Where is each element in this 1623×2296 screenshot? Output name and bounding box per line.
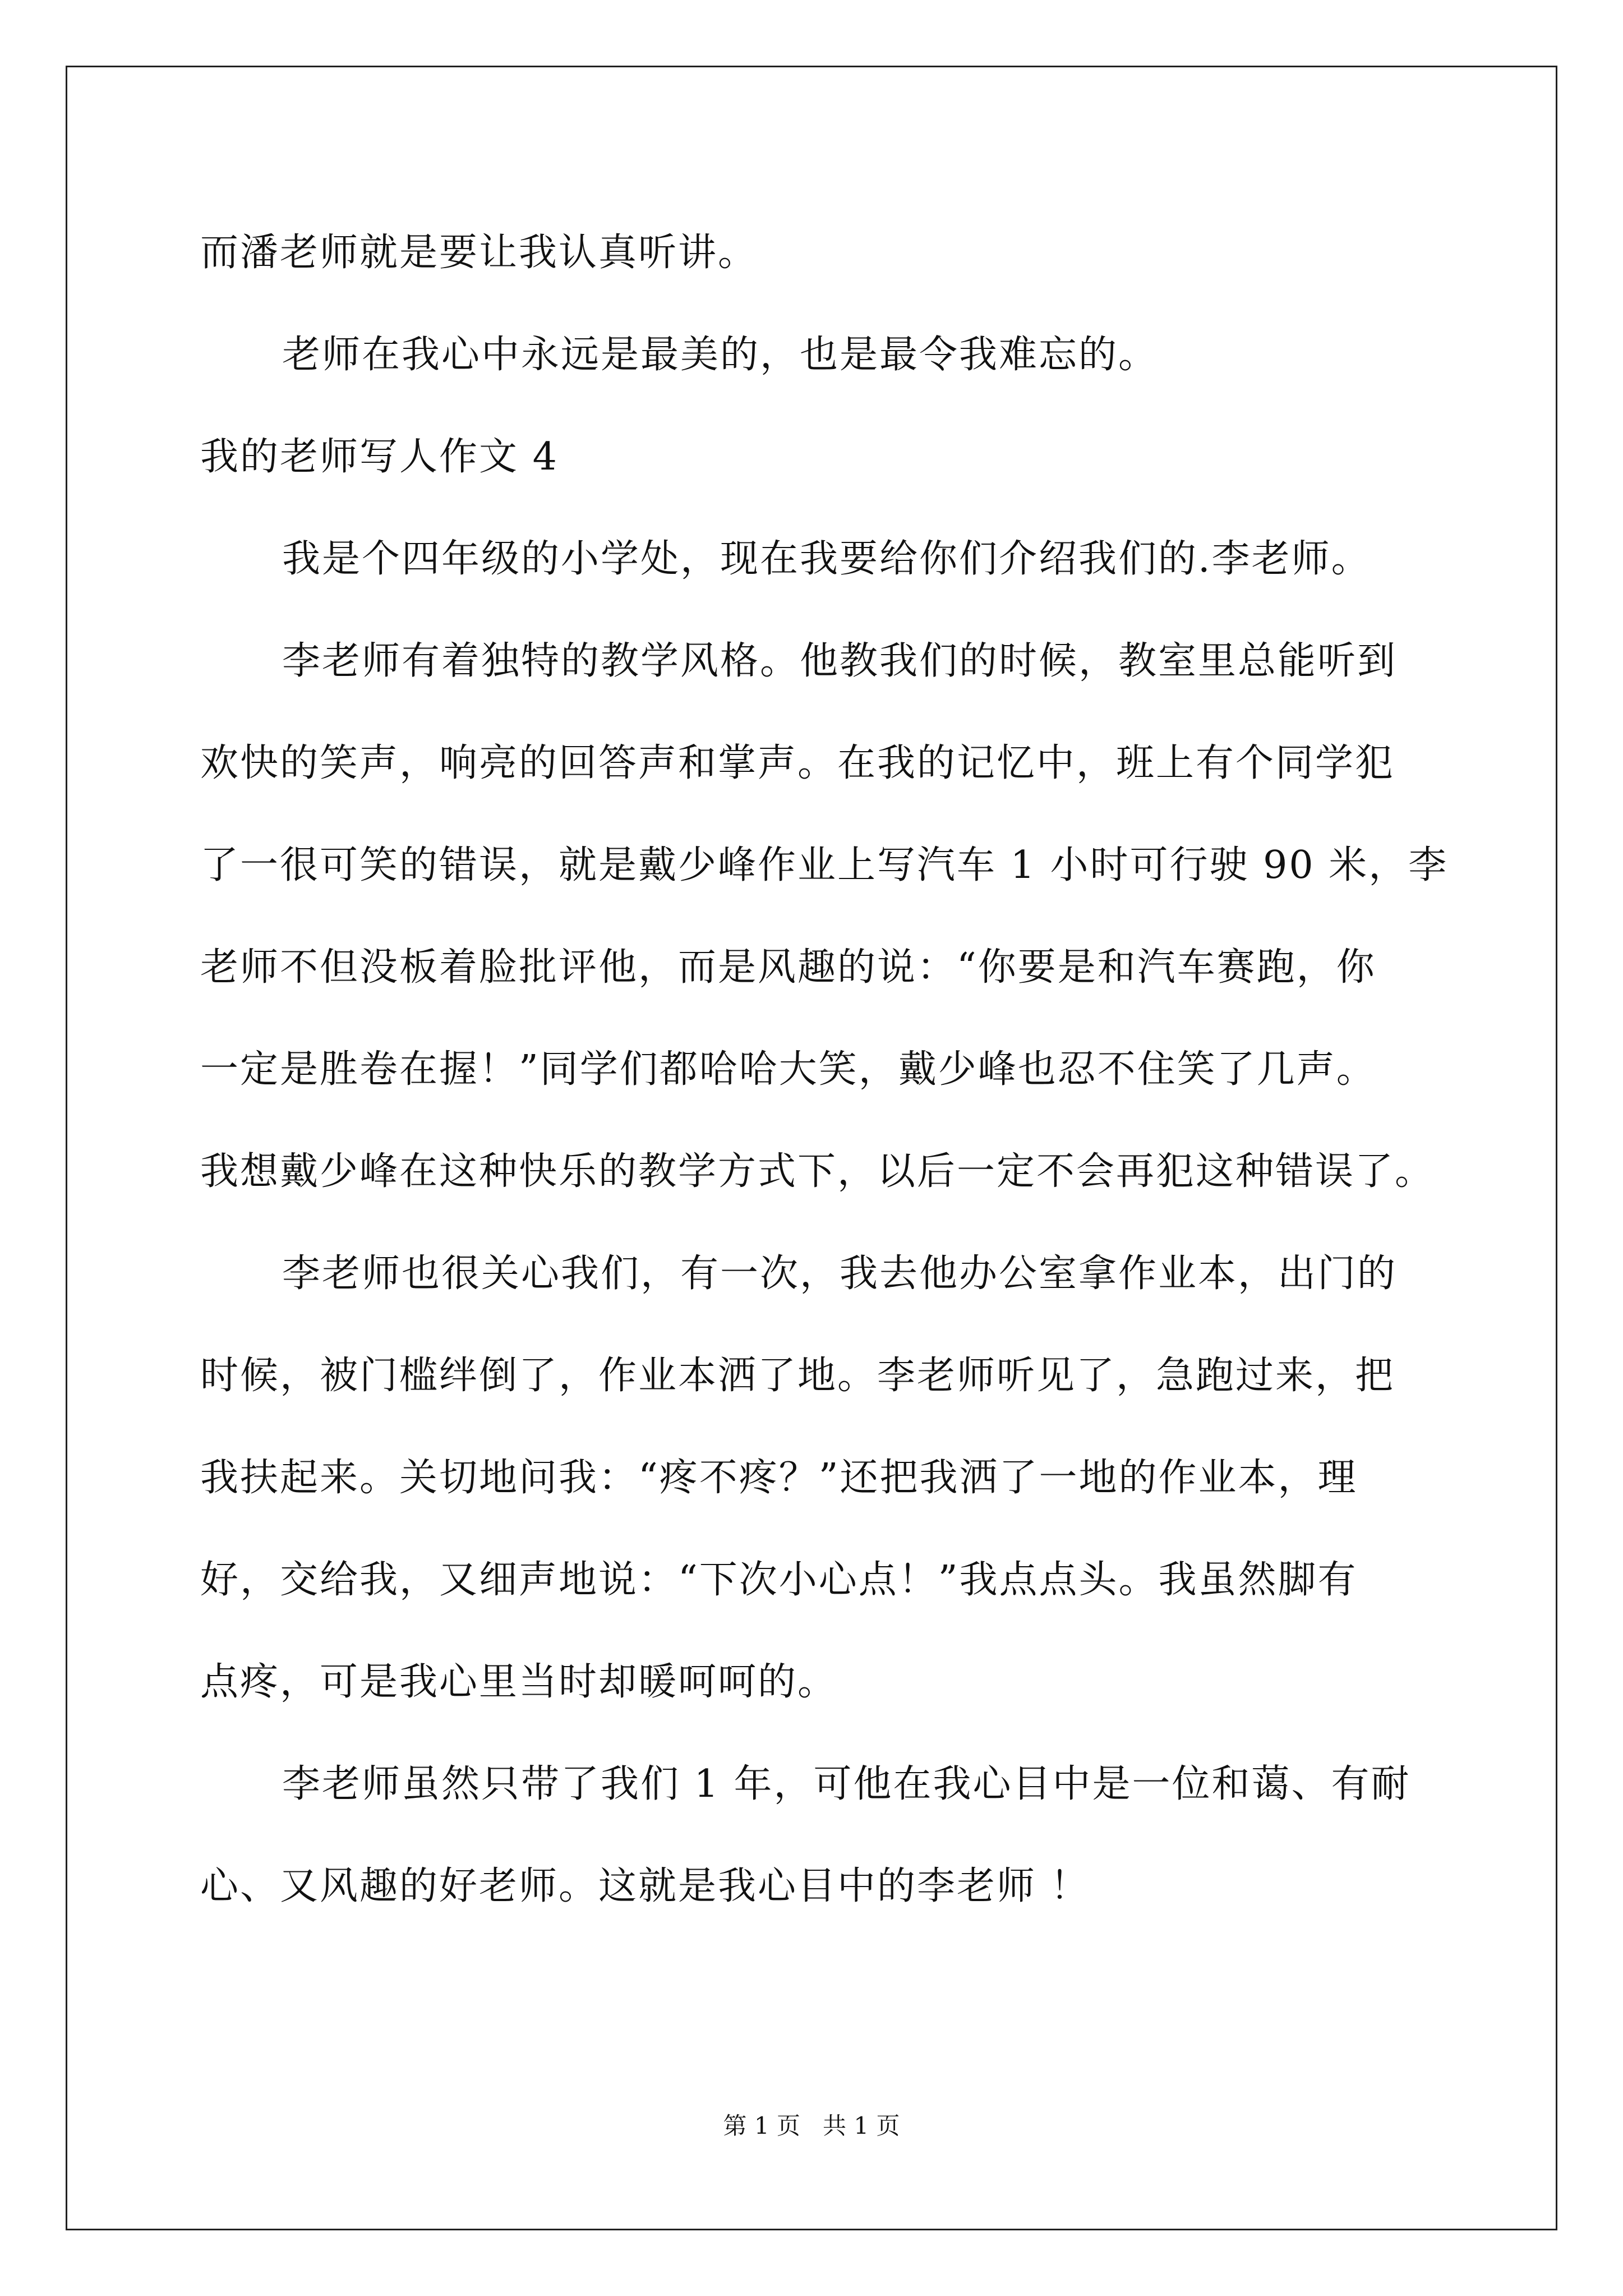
text-line: 了一很可笑的错误，就是戴少峰作业上写汽车 1 小时可行驶 90 米，李 [200,843,1449,887]
text-line: 我扶起来。关切地问我：“疼不疼？”还把我洒了一地的作业本，理 [200,1456,1358,1500]
text-line: 欢快的笑声，响亮的回答声和掌声。在我的记忆中，班上有个同学犯 [200,741,1395,785]
text-line: 老师在我心中永远是最美的，也是最令我难忘的。 [282,333,1159,377]
text-line: 我想戴少峰在这种快乐的教学方式下，以后一定不会再犯这种错误了。 [200,1149,1435,1194]
section-heading: 我的老师写人作文 4 [200,435,559,479]
text-line: 李老师也很关心我们，有一次，我去他办公室拿作业本，出门的 [282,1251,1398,1296]
text-line: 点疼，可是我心里当时却暖呵呵的。 [200,1660,838,1704]
text-line: 李老师有着独特的教学风格。他教我们的时候，教室里总能听到 [282,639,1398,683]
text-line: 时候，被门槛绊倒了，作业本洒了地。李老师听见了，急跑过来，把 [200,1354,1395,1398]
page-number-footer: 第 1 页 共 1 页 [723,2112,900,2139]
text-line: 老师不但没板着脸批评他，而是风趣的说：“你要是和汽车赛跑，你 [200,945,1376,990]
text-line: 好，交给我，又细声地说：“下次小心点！”我点点头。我虽然脚有 [200,1558,1358,1602]
text-line: 我是个四年级的小学处，现在我要给你们介绍我们的.李老师。 [282,537,1371,581]
text-line: 李老师虽然只带了我们 1 年，可他在我心目中是一位和蔼、有耐 [282,1762,1411,1806]
text-line: 心、又风趣的好老师。这就是我心目中的李老师 ！ [200,1864,1090,1908]
text-line: 而潘老师就是要让我认真听讲。 [200,231,758,275]
text-line: 一定是胜卷在握！”同学们都哈哈大笑，戴少峰也忍不住笑了几声。 [200,1047,1376,1092]
